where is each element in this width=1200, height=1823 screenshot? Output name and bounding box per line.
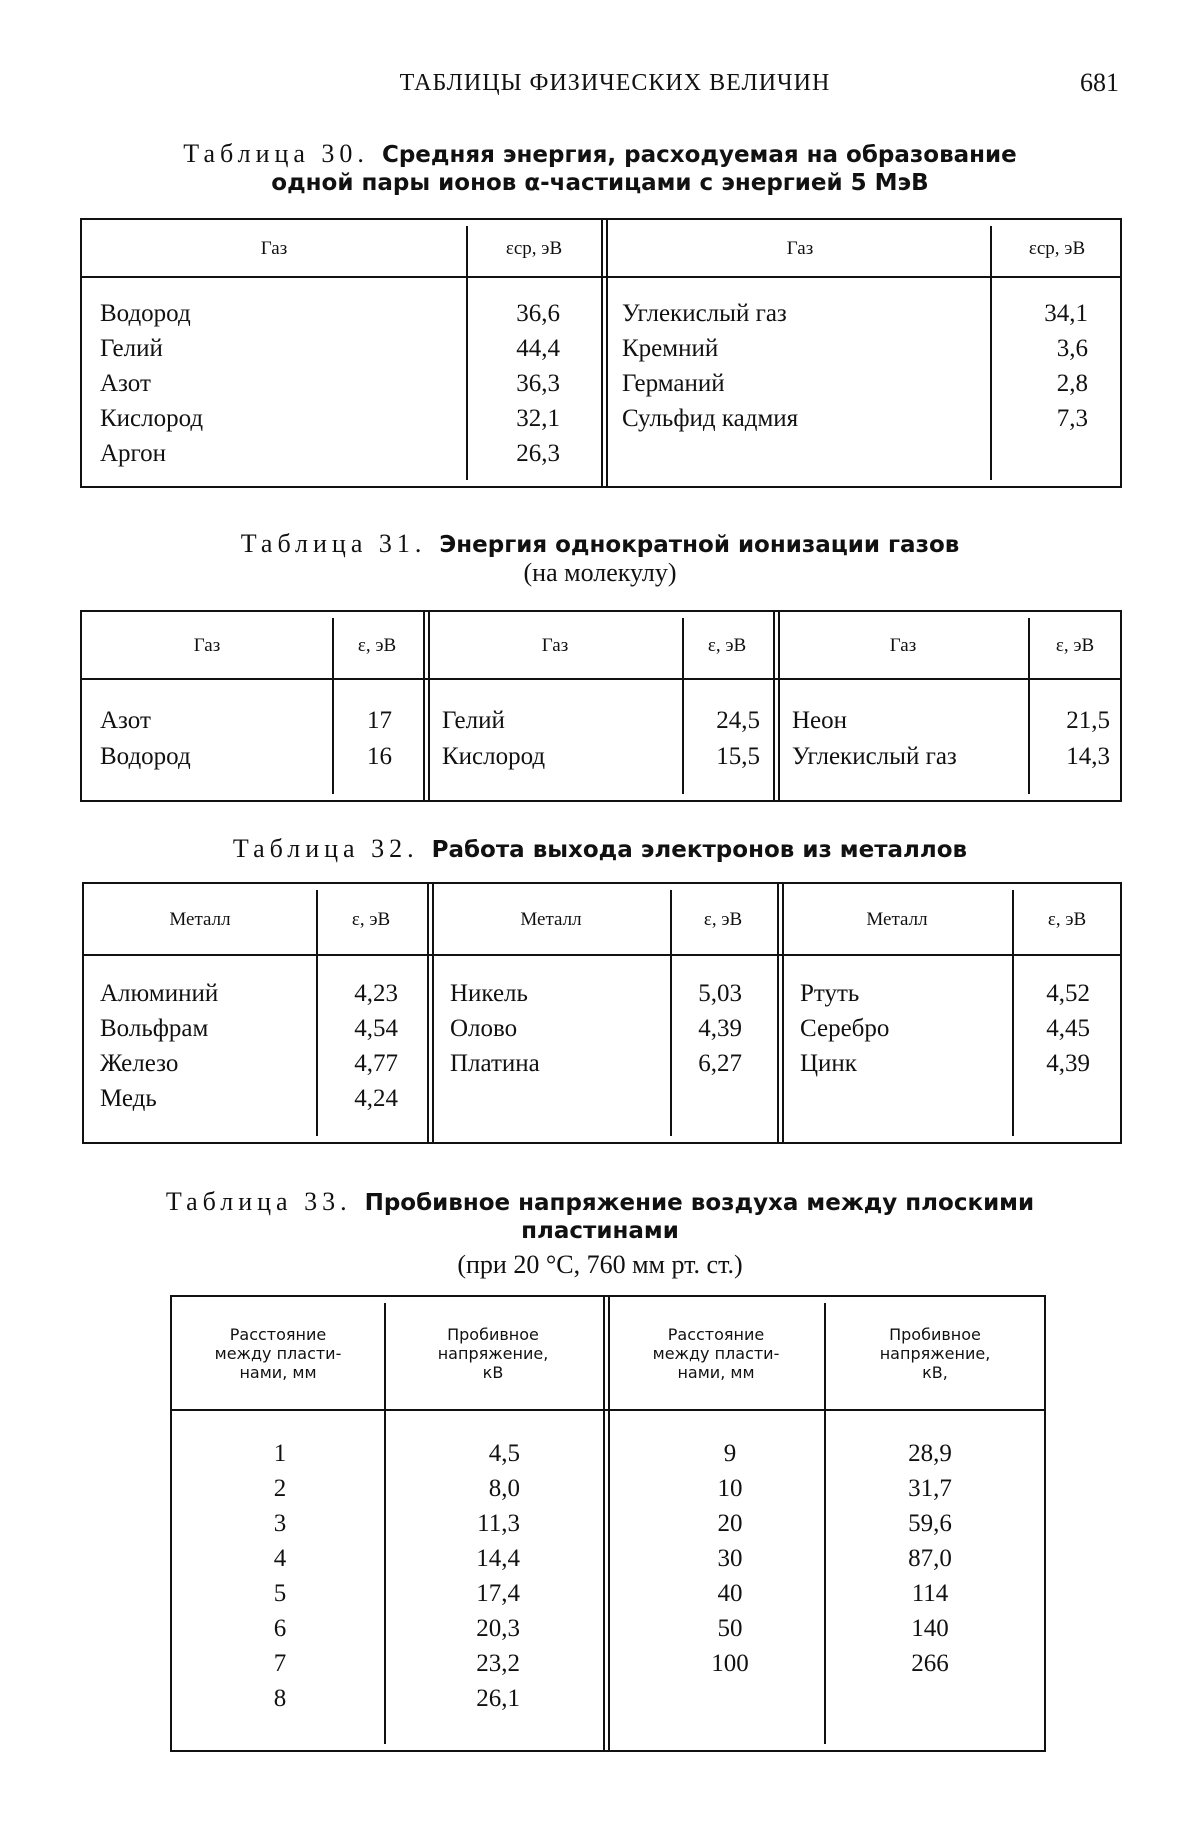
table32-metal: Алюминий [100, 980, 219, 1007]
table31-header-gas-2: Газ [541, 634, 569, 656]
table30-header-gas-2: Газ [786, 237, 814, 259]
table31-gas: Неон [792, 707, 848, 734]
table31-double-divider [773, 612, 780, 800]
table33-voltage: 114 [911, 1580, 949, 1607]
table33-title-line1: Пробивное напряжение воздуха между плоскими [364, 1190, 1035, 1216]
table32-header-energy-3: ε, эВ [1047, 908, 1087, 930]
table31-header [82, 612, 1120, 680]
table33-header-voltage-2: Пробивное напряжение, кВ, [879, 1324, 991, 1382]
table30-gas: Гелий [100, 335, 163, 362]
table32-metal: Платина [450, 1050, 540, 1077]
table33-label: Таблица 33. [165, 1187, 352, 1216]
table32-metal: Вольфрам [100, 1015, 209, 1042]
table31-caption [140, 530, 1060, 587]
table31-header-energy-3: ε, эВ [1055, 634, 1095, 656]
table33-voltage: 4,5 [488, 1440, 520, 1467]
table32-value: 4,77 [354, 1050, 398, 1077]
table33-voltage: 14,4 [476, 1545, 520, 1572]
table33-title-line2: пластинами [521, 1218, 679, 1244]
table32-metal: Серебро [800, 1015, 890, 1042]
table32-metal: Цинк [800, 1050, 857, 1077]
table31-value: 17 [367, 707, 392, 734]
table32-header-metal-1: Металл [169, 908, 231, 930]
table30-gas: Кислород [100, 405, 204, 432]
table32-header-energy-2: ε, эВ [703, 908, 743, 930]
table33-distance: 1 [273, 1440, 287, 1467]
table33-voltage: 8,0 [488, 1475, 520, 1502]
page-number: 681 [1080, 68, 1119, 97]
table32-label: Таблица 32. [232, 834, 419, 863]
table33-voltage: 31,7 [908, 1475, 952, 1502]
table32-value: 4,45 [1046, 1015, 1090, 1042]
table33-voltage: 87,0 [908, 1545, 952, 1572]
table31 [80, 610, 1122, 802]
table33-distance: 100 [711, 1650, 749, 1677]
table32-metal: Олово [450, 1015, 518, 1042]
table33-distance: 2 [273, 1475, 287, 1502]
table31-subtitle: (на молекулу) [523, 558, 677, 587]
table30-double-divider [601, 220, 608, 486]
table33-distance: 20 [717, 1510, 743, 1537]
table32-value: 6,27 [698, 1050, 742, 1077]
table32-value: 4,52 [1046, 980, 1090, 1007]
table30-gas: Аргон [100, 440, 167, 467]
table31-label: Таблица 31. [240, 529, 427, 558]
table31-gas: Углекислый газ [792, 743, 957, 770]
table30-gas: Кремний [622, 335, 719, 362]
table33-voltage: 20,3 [476, 1615, 520, 1642]
table31-header-energy-1: ε, эВ [357, 634, 397, 656]
table30-title-line2: одной пары ионов α-частицами с энергией 5 МэВ [271, 170, 929, 196]
table33-divider [824, 1303, 826, 1744]
table30-value: 3,6 [1056, 335, 1088, 362]
table30-header-energy-1: εср, эВ [505, 237, 563, 259]
table32-value: 4,39 [698, 1015, 742, 1042]
table30-gas: Углекислый газ [622, 300, 787, 327]
table31-gas: Гелий [442, 707, 505, 734]
table32-header-metal-3: Металл [866, 908, 928, 930]
table32-header-metal-2: Металл [520, 908, 582, 930]
table32-metal: Ртуть [800, 980, 860, 1007]
table32-header [84, 884, 1120, 956]
table33-voltage: 28,9 [908, 1440, 952, 1467]
table31-header-gas-3: Газ [889, 634, 917, 656]
table30-value: 2,8 [1056, 370, 1088, 397]
table32-caption [140, 835, 1060, 864]
table33-voltage: 17,4 [476, 1580, 520, 1607]
table31-header-gas-1: Газ [193, 634, 221, 656]
table31-gas: Азот [100, 707, 151, 734]
table31-value: 16 [367, 743, 392, 770]
table33-voltage: 11,3 [477, 1510, 520, 1537]
table33-distance: 40 [717, 1580, 743, 1607]
table30-gas: Германий [622, 370, 725, 397]
table33-distance: 8 [273, 1685, 287, 1712]
table32-divider [670, 890, 672, 1136]
table32-value: 4,39 [1046, 1050, 1090, 1077]
table30-value: 36,3 [516, 370, 560, 397]
table32-value: 4,24 [354, 1085, 398, 1112]
table30-gas: Водород [100, 300, 191, 327]
table33-header-distance-2: Расстояние между пласти- нами, мм [652, 1324, 780, 1382]
table30-gas: Сульфид кадмия [622, 405, 799, 432]
table33-subtitle: (при 20 °С, 760 мм рт. ст.) [457, 1250, 743, 1279]
running-title: ТАБЛИЦЫ ФИЗИЧЕСКИХ ВЕЛИЧИН [399, 70, 831, 96]
table31-value: 24,5 [716, 707, 760, 734]
table32-divider [1012, 890, 1014, 1136]
table33-distance: 30 [717, 1545, 743, 1572]
table33-distance: 7 [273, 1650, 287, 1677]
table33-voltage: 23,2 [476, 1650, 520, 1677]
table31-double-divider [423, 612, 430, 800]
table33-double-divider [603, 1297, 610, 1750]
table30-caption [140, 140, 1060, 197]
table30-divider [990, 226, 992, 480]
table33-divider [384, 1303, 386, 1744]
table32-title: Работа выхода электронов из металлов [431, 837, 968, 863]
table31-gas: Водород [100, 743, 191, 770]
table30-value: 26,3 [516, 440, 560, 467]
table32-double-divider [777, 884, 784, 1142]
table33-header-distance-1: Расстояние между пласти- нами, мм [214, 1324, 342, 1382]
table30-value: 7,3 [1056, 405, 1088, 432]
table33-voltage: 140 [911, 1615, 949, 1642]
table33-distance: 9 [723, 1440, 737, 1467]
table33-voltage: 59,6 [908, 1510, 952, 1537]
table30-header-energy-2: εср, эВ [1028, 237, 1086, 259]
table32-metal: Железо [100, 1050, 179, 1077]
table31-title: Энергия однократной ионизации газов [439, 532, 960, 558]
table33-voltage: 26,1 [476, 1685, 520, 1712]
table32-divider [316, 890, 318, 1136]
table33-distance: 50 [717, 1615, 743, 1642]
table32-double-divider [427, 884, 434, 1142]
table30-divider [466, 226, 468, 480]
table31-header-energy-2: ε, эВ [707, 634, 747, 656]
table33-distance: 4 [273, 1545, 287, 1572]
table30-header-gas-1: Газ [260, 237, 288, 259]
table31-value: 21,5 [1066, 707, 1110, 734]
table30-value: 36,6 [516, 300, 560, 327]
table33-voltage: 266 [911, 1650, 949, 1677]
table31-value: 15,5 [716, 743, 760, 770]
table32-metal: Медь [100, 1085, 157, 1112]
table32-metal: Никель [450, 980, 528, 1007]
table32-value: 5,03 [698, 980, 742, 1007]
table32-value: 4,54 [354, 1015, 398, 1042]
table30-value: 44,4 [516, 335, 560, 362]
table31-value: 14,3 [1066, 743, 1110, 770]
table32-header-energy-1: ε, эВ [351, 908, 391, 930]
table33-header-voltage-1: Пробивное напряжение, кВ [437, 1324, 549, 1382]
table31-gas: Кислород [442, 743, 546, 770]
table32-value: 4,23 [354, 980, 398, 1007]
table30-value: 34,1 [1044, 300, 1088, 327]
table33-caption [140, 1188, 1060, 1279]
table30-value: 32,1 [516, 405, 560, 432]
table33-distance: 5 [273, 1580, 287, 1607]
table30-gas: Азот [100, 370, 151, 397]
table33-distance: 6 [273, 1615, 287, 1642]
table33-distance: 3 [273, 1510, 287, 1537]
table30-label: Таблица 30. [183, 139, 369, 168]
table33-distance: 10 [717, 1475, 743, 1502]
table30-title-line1: Средняя энергия, расходуемая на образование [381, 142, 1017, 168]
